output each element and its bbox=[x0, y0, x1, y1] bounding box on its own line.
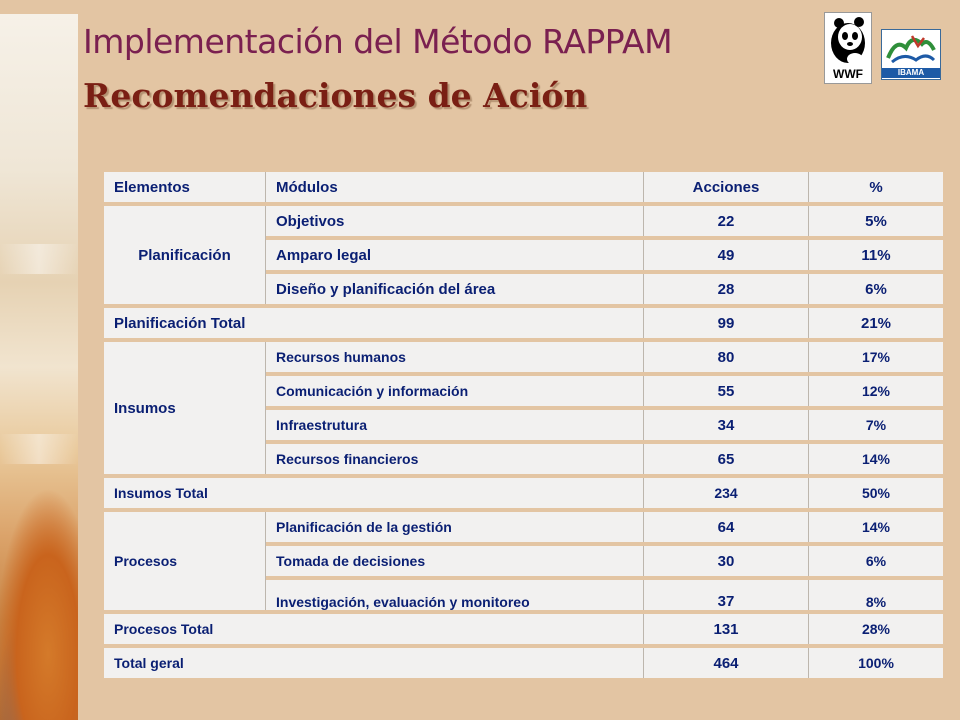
module-cell: Comunicación y información bbox=[266, 376, 644, 406]
module-cell: Amparo legal bbox=[266, 240, 644, 270]
percent-cell: 7% bbox=[809, 410, 943, 440]
table-total-row bbox=[104, 614, 943, 644]
ibama-logo-text: IBAMA bbox=[882, 68, 940, 78]
total-percent-cell: 50% bbox=[809, 478, 943, 508]
table-row bbox=[104, 206, 943, 236]
total-label-cell: Insumos Total bbox=[104, 478, 644, 508]
ibama-logo bbox=[881, 29, 941, 80]
actions-cell: 28 bbox=[644, 274, 809, 304]
grand-total-percent-cell: 100% bbox=[809, 648, 943, 678]
percent-cell: 14% bbox=[809, 512, 943, 542]
module-cell: Tomada de decisiones bbox=[266, 546, 644, 576]
percent-cell: 14% bbox=[809, 444, 943, 474]
header-percent: % bbox=[809, 172, 943, 202]
total-actions-cell: 131 bbox=[644, 614, 809, 644]
grand-total-actions-cell: 464 bbox=[644, 648, 809, 678]
total-actions-cell: 99 bbox=[644, 308, 809, 338]
actions-cell: 49 bbox=[644, 240, 809, 270]
table-row bbox=[104, 342, 943, 372]
percent-cell: 8% bbox=[809, 580, 943, 610]
table-total-row bbox=[104, 478, 943, 508]
total-label-cell: Procesos Total bbox=[104, 614, 644, 644]
table-grand-total-row bbox=[104, 648, 943, 678]
panda-icon bbox=[825, 13, 871, 69]
actions-cell: 55 bbox=[644, 376, 809, 406]
sidebar-light-band bbox=[0, 434, 78, 464]
percent-cell: 6% bbox=[809, 546, 943, 576]
actions-cell: 64 bbox=[644, 512, 809, 542]
total-label-cell: Planificación Total bbox=[104, 308, 644, 338]
total-actions-cell: 234 bbox=[644, 478, 809, 508]
module-cell: Planificación de la gestión bbox=[266, 512, 644, 542]
total-percent-cell: 28% bbox=[809, 614, 943, 644]
table-row bbox=[104, 512, 943, 542]
actions-cell: 30 bbox=[644, 546, 809, 576]
grand-total-label-cell: Total geral bbox=[104, 648, 644, 678]
actions-cell: 80 bbox=[644, 342, 809, 372]
percent-cell: 5% bbox=[809, 206, 943, 236]
module-cell: Infraestrutura bbox=[266, 410, 644, 440]
wwf-logo-text: WWF bbox=[833, 67, 863, 81]
ibama-emblem-icon bbox=[882, 30, 940, 68]
actions-cell: 65 bbox=[644, 444, 809, 474]
header-elementos: Elementos bbox=[104, 172, 266, 202]
header-modulos: Módulos bbox=[266, 172, 644, 202]
module-cell: Diseño y planificación del área bbox=[266, 274, 644, 304]
percent-cell: 17% bbox=[809, 342, 943, 372]
header-acciones: Acciones bbox=[644, 172, 809, 202]
module-cell: Investigación, evaluación y monitoreo bbox=[266, 580, 644, 610]
wwf-logo bbox=[824, 12, 872, 84]
percent-cell: 12% bbox=[809, 376, 943, 406]
table-total-row bbox=[104, 308, 943, 338]
actions-cell: 22 bbox=[644, 206, 809, 236]
slide-title: Implementación del Método RAPPAM bbox=[83, 22, 673, 61]
total-percent-cell: 21% bbox=[809, 308, 943, 338]
element-cell: Planificación bbox=[104, 206, 266, 304]
actions-cell: 34 bbox=[644, 410, 809, 440]
sidebar-light-band bbox=[0, 244, 78, 274]
percent-cell: 6% bbox=[809, 274, 943, 304]
module-cell: Recursos humanos bbox=[266, 342, 644, 372]
element-cell: Insumos bbox=[104, 342, 266, 474]
percent-cell: 11% bbox=[809, 240, 943, 270]
actions-cell: 37 bbox=[644, 580, 809, 610]
element-cell: Procesos bbox=[104, 512, 266, 610]
actions-table bbox=[104, 168, 943, 682]
module-cell: Objetivos bbox=[266, 206, 644, 236]
table-header-row bbox=[104, 172, 943, 202]
decorative-sidebar-image bbox=[0, 14, 78, 720]
module-cell: Recursos financieros bbox=[266, 444, 644, 474]
slide-subtitle: Recomendaciones de Ación bbox=[83, 76, 588, 115]
